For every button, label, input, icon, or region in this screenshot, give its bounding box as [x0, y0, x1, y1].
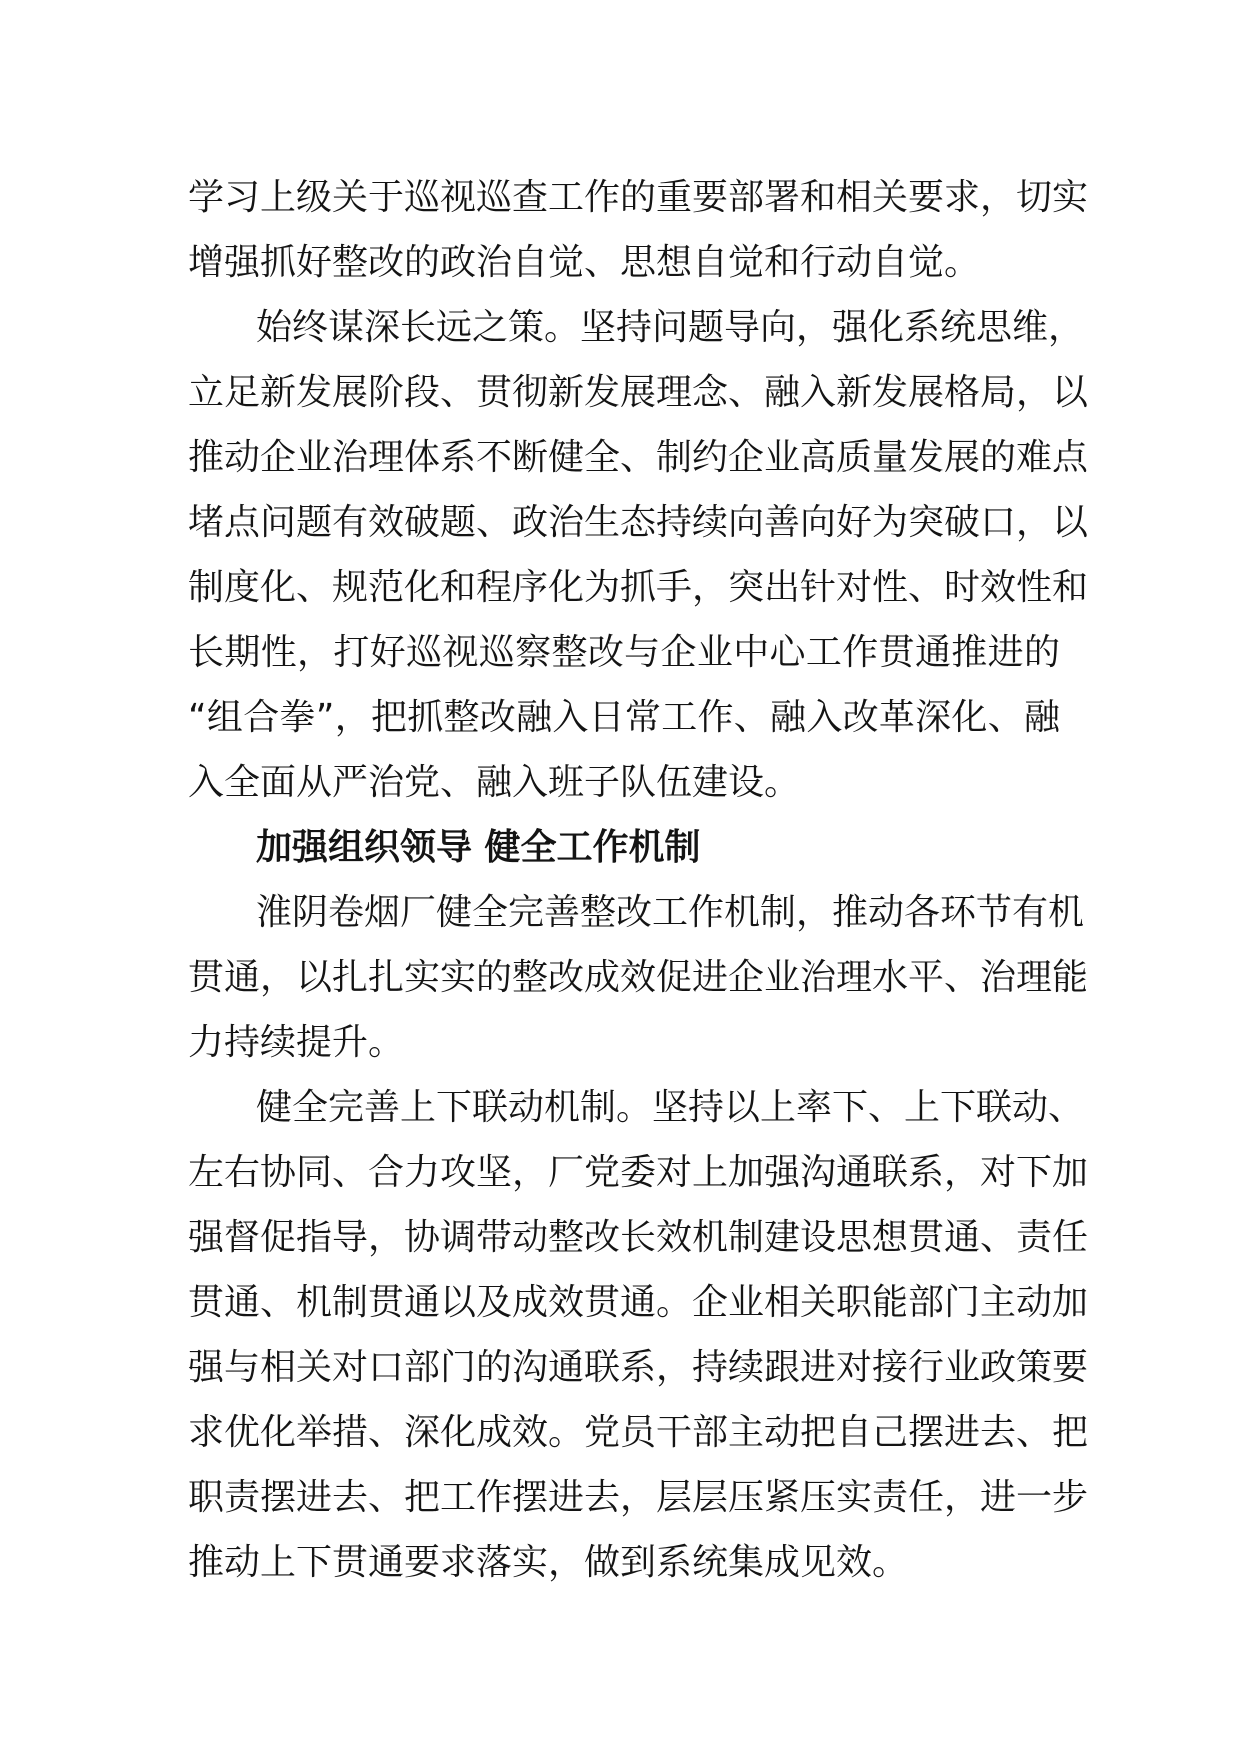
body-text-line: 入全面从严治党、融入班子队伍建设。: [188, 762, 801, 803]
body-text-line: 左右协同、合力攻坚，厂党委对上加强沟通联系，对下加: [188, 1152, 1089, 1193]
body-text-line: 强督促指导，协调带动整改长效机制建设思想贯通、责任: [188, 1217, 1089, 1258]
body-text-line: 始终谋深长远之策。坚持问题导向，强化系统思维，: [256, 307, 1085, 348]
section-heading: 加强组织领导 健全工作机制: [256, 827, 701, 868]
document-body: [188, 165, 1089, 1595]
body-text-line: 增强抓好整改的政治自觉、思想自觉和行动自觉。: [188, 242, 981, 283]
body-text-line: 力持续提升。: [188, 1022, 405, 1063]
body-text-line: 健全完善上下联动机制。坚持以上率下、上下联动、: [256, 1087, 1085, 1128]
body-text-line: 职责摆进去、把工作摆进去，层层压紧压实责任，进一步: [188, 1477, 1089, 1518]
body-text-line: 淮阴卷烟厂健全完善整改工作机制，推动各环节有机: [256, 892, 1085, 933]
body-text-line: 堵点问题有效破题、政治生态持续向善向好为突破口，以: [188, 502, 1089, 543]
body-text-line: “组合拳”，把抓整改融入日常工作、融入改革深化、融: [188, 697, 1060, 738]
body-text-line: 长期性，打好巡视巡察整改与企业中心工作贯通推进的: [188, 632, 1060, 673]
body-text-line: 求优化举措、深化成效。党员干部主动把自己摆进去、把: [188, 1412, 1089, 1453]
body-text-line: 强与相关对口部门的沟通联系，持续跟进对接行业政策要: [188, 1347, 1089, 1388]
body-text-line: 贯通、机制贯通以及成效贯通。企业相关职能部门主动加: [188, 1282, 1089, 1323]
body-text-line: 贯通，以扎扎实实的整改成效促进企业治理水平、治理能: [188, 957, 1089, 998]
body-text-line: 学习上级关于巡视巡查工作的重要部署和相关要求，切实: [188, 177, 1089, 218]
body-text-line: 立足新发展阶段、贯彻新发展理念、融入新发展格局，以: [188, 372, 1089, 413]
body-text-line: 推动企业治理体系不断健全、制约企业高质量发展的难点: [188, 437, 1089, 478]
body-text-line: 制度化、规范化和程序化为抓手，突出针对性、时效性和: [188, 567, 1089, 608]
body-text-line: 推动上下贯通要求落实，做到系统集成见效。: [188, 1542, 909, 1583]
